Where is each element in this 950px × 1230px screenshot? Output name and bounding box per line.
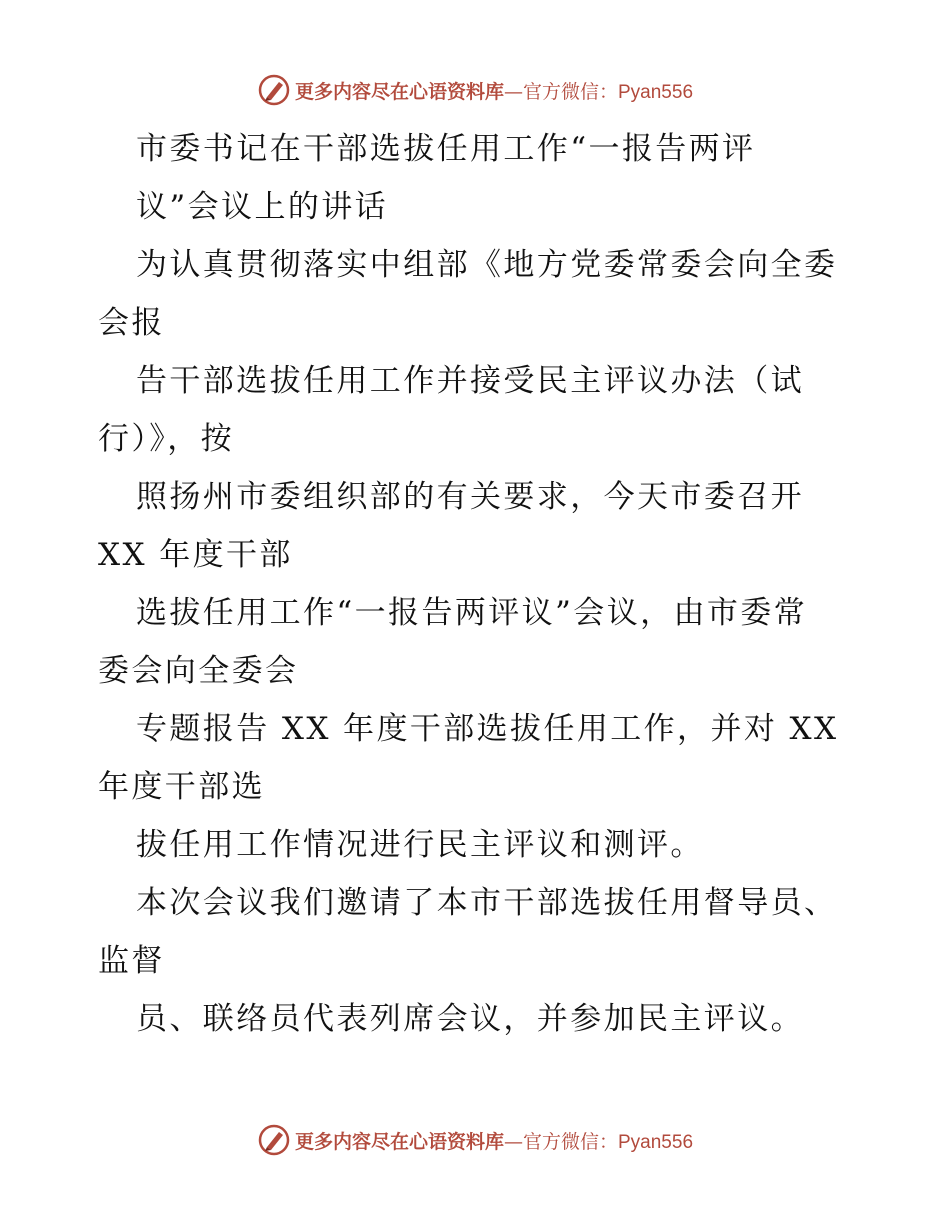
- footer-banner-text: [295, 1127, 693, 1154]
- paragraph-line: 拔任用工作情况进行民主评议和测评。: [136, 827, 704, 863]
- paragraph-line: 选拔任用工作“一报告两评议”会议，由市委常: [136, 595, 808, 631]
- paragraph-line: 员、联络员代表列席会议，并参加民主评议。: [136, 1001, 804, 1037]
- paragraph-line: XX 年度干部: [98, 537, 293, 573]
- header-banner-title: 更多内容尽在心语资料库: [294, 80, 504, 103]
- pen-logo-icon: [257, 73, 291, 107]
- footer-banner-wechat: 官方微信：Pyan556: [523, 1131, 694, 1153]
- footer-banner: [0, 1120, 950, 1160]
- footer-banner-title: 更多内容尽在心语资料库: [294, 1130, 504, 1153]
- paragraph-line: 年度干部选: [98, 769, 265, 805]
- footer-banner-dash: —: [504, 1130, 523, 1153]
- paragraph-line: 为认真贯彻落实中组部《地方党委常委会向全委: [136, 247, 838, 283]
- paragraph-line: 照扬州市委组织部的有关要求，今天市委召开: [136, 479, 804, 515]
- document-title-line-1: 市委书记在干部选拔任用工作“一报告两评: [136, 131, 756, 167]
- header-banner-dash: —: [504, 80, 523, 103]
- paragraph-line: 本次会议我们邀请了本市干部选拔任用督导员、: [136, 885, 838, 921]
- header-banner-wechat: 官方微信：Pyan556: [523, 81, 694, 103]
- paragraph-line: 会报: [98, 305, 165, 341]
- pen-logo-icon: [257, 1123, 291, 1157]
- paragraph-line: 委会向全委会: [98, 653, 299, 689]
- header-banner-text: [295, 77, 693, 104]
- paragraph-line: 告干部选拔任用工作并接受民主评议办法（试: [136, 363, 804, 399]
- paragraph-line: 专题报告 XX 年度干部选拔任用工作，并对 XX: [136, 711, 839, 747]
- document-title-line-2: 议”会议上的讲话: [136, 189, 389, 225]
- paragraph-line: 行）》，按: [98, 421, 234, 457]
- paragraph-line: 监督: [98, 943, 165, 979]
- header-banner: [0, 70, 950, 110]
